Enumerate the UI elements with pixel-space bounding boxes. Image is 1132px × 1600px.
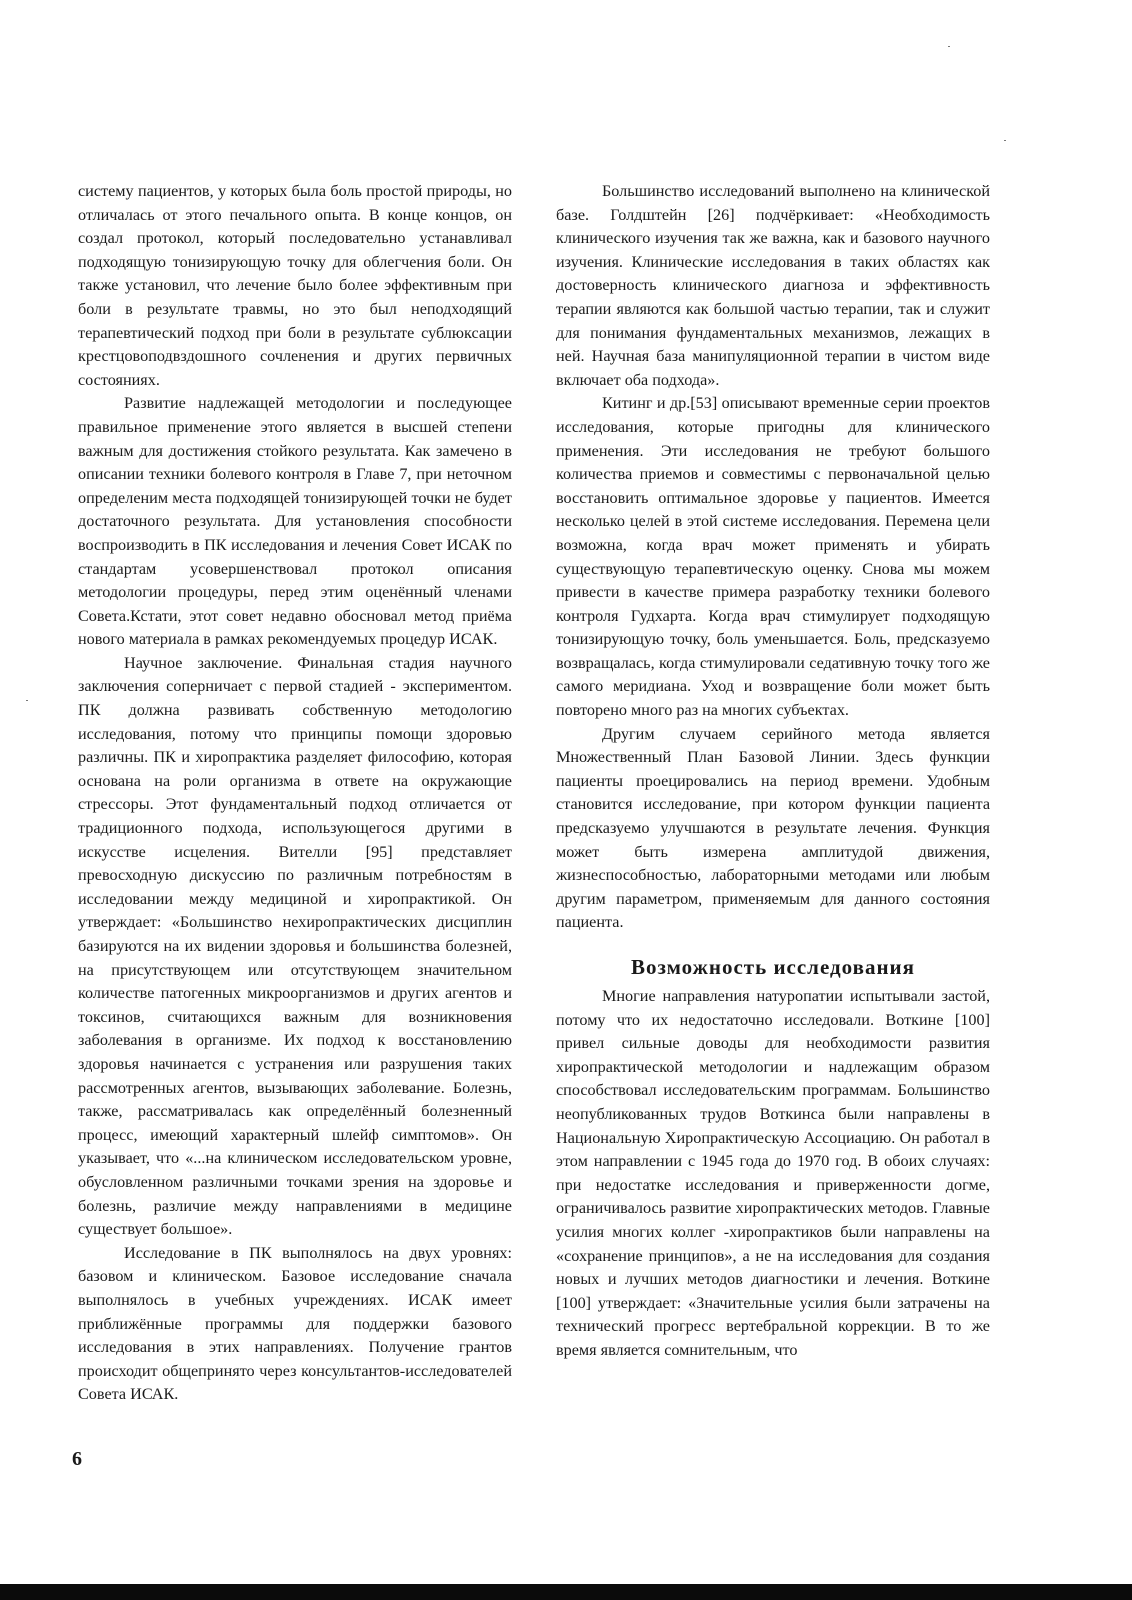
paragraph: Большинство исследований выполнено на клинической базе. Голдштейн [26] подчёркивает: «Необходимость клинического изучения так же важна, как и базового научного изучения. Клинические исследования в таких областях как достоверность клинического диагноза и эффективность терапии являются как большой частью терапии, так и служит для понимания фундаментальных механизмов, лежащих в ней. Научная база манипуляционной терапии в чистом виде включает оба подхода».	[556, 182, 990, 389]
scan-speck	[1004, 140, 1006, 141]
paragraph: Другим случаем серийного метода является Множественный План Базовой Линии. Здесь функции пациенты проецировались на период времени. Удобным становится исследование, при котором функции пациента предсказуемо улучшаются в результате лечения. Функция может быть измерена амплитудой движения, жизнеспособностью, лабораторными методами или любым другим параметром, применяемым для данного состояния пациента.	[556, 724, 990, 932]
right-column	[556, 180, 990, 1363]
paragraph: Научное заключение. Финальная стадия научного заключения соперничает с первой стадией - экспериментом. ПК должна развивать собственную методологию исследования, потому что принципы помощи здоровью различны. ПК и хиропрактика разделяет философию, которая основана на роли организма в ответе на окружающие стрессоры. Этот фундаментальный подход отличается от традиционного подхода, использующегося другими в искусстве исцеления. Вителли [95] представляет превосходную дискуссию по различным потребностям в исследовании между медициной и хиропрактикой. Он утверждает: «Большинство нехиропрактических дисциплин базируются на их видении здоровья и большинства болезней, на присутствующем или отсутствующем значительном количестве патогенных микроорганизмов и других агентов и токсинов, считающихся важным для возникновения заболевания в организме. Их подход к восстановлению здоровья начинается с устранения или разрушения таких рассмотренных агентов, вызывающих заболевание. Болезнь, также, рассматривалась как определённый болезненный процесс, имеющий характерный шлейф симптомов». Он указывает, что «...на клиническом исследовательском уровне, обусловленном различными точками зрения на здоровье и болезнь, различие между направлениями в медицине существует большое».	[78, 653, 512, 1239]
paragraph: Развитие надлежащей методологии и последующее правильное применение этого является в высшей степени важным для достижения стойкого результата. Как замечено в описании техники болевого контроля в Главе 7, при неточном определеним места подходящей тонизирующей точки не будет достаточного результата. Для установления способности воспроизводить в ПК исследования и лечения Совет ИСАК по стандартам усовершенствовал протокол описания методологии процедуры, перед этим оценённый членами Совета.Кстати, этот совет недавно обосновал метод приёма нового материала в рамках рекомендуемых процедур ИСАК.	[78, 394, 512, 649]
paragraph: систему пациентов, у которых была боль простой природы, но отличалась от этого печального опыта. В конце концов, он создал протокол, который последовательно устанавливал подходящую тонизирующую точку для облегчения боли. Он также установил, что лечение было более эффективным при боли в результате травмы, но это был неподходящий терапевтический подход при боли в результате сублюксации крестцовоподвздошного сочленения и других первичных состояниях.	[78, 182, 512, 389]
scan-speck	[26, 700, 28, 701]
left-column	[78, 180, 512, 1407]
paragraph: Многие направления натуропатии испытывали застой, потому что их недостаточно исследовали. Воткине [100] привел сильные доводы для необходимости развития хиропрактической методологии и надлежащим образом способствовал исследовательским программам. Большинство неопубликованных трудов Воткинса были направлены в Национальную Хиропрактическую Ассоциацию. Он работал в этом направлении с 1945 года до 1970 год. В обоих случаях: при недостатке исследования и приверженности догме, ограничивалось развитие хиропрактических методов. Главные усилия многих коллег -хиропрактиков были направлены на «сохранение принципов», а не на исследования для создания новых и лучших методов диагностики и лечения. Воткине [100] утверждает: «Значительные усилия были затрачены на технический прогресс вертебральной коррекции. В то же время является сомнительным, что	[556, 987, 990, 1359]
scan-speck	[948, 46, 950, 47]
scan-edge-bar	[0, 1584, 1132, 1600]
section-heading: Возможность исследования	[630, 955, 916, 979]
page-number: 6	[72, 1448, 82, 1470]
paragraph: Китинг и др.[53] описывают временные серии проектов исследования, которые пригодны для клинического применения. Эти исследования не требуют большого количества приемов и совместимы с первоначальной целью восстановить оптимальное здоровье у пациентов. Имеется несколько целей в этой системе исследования. Перемена цели возможна, когда врач может применять и убирать существующую терапевтическую оценку. Снова мы можем привести в качестве примера разработку техники болевого контроля Гудхарта. Когда врач стимулирует подходящую тонизирующую точку, боль уменьшается. Боль, предсказуемо возвращалась, когда стимулировали седативную точку того же самого меридиана. Уход и возвращение боли может быть повторено много раз на многих субъектах.	[556, 394, 990, 720]
paragraph: Исследование в ПК выполнялось на двух уровнях: базовом и клиническом. Базовое исследование сначала выполнялось в учебных учреждениях. ИСАК имеет приближённые программы для поддержки базового исследования в этих направлениях. Получение грантов происходит общепринято через консультантов-исследователей Совета ИСАК.	[78, 1243, 512, 1404]
